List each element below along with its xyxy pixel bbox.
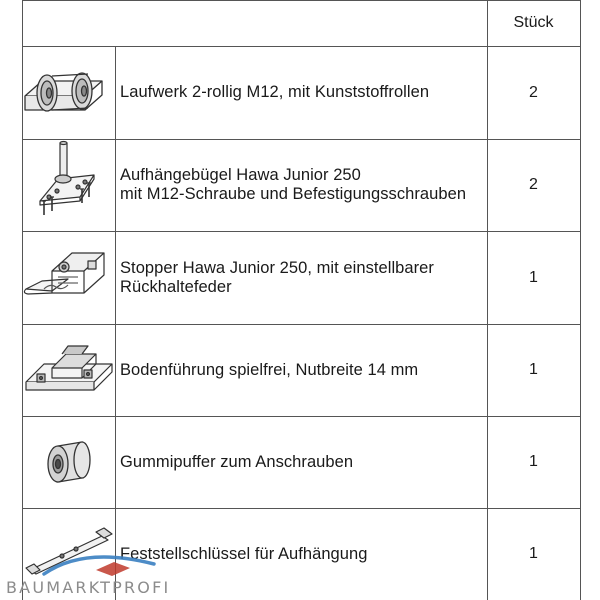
part-description-cell — [115, 46, 488, 139]
part-quantity: 1 — [529, 545, 538, 562]
part-image-cell — [22, 46, 116, 139]
hanger-bracket-icon — [22, 139, 115, 231]
stopper-icon — [22, 231, 115, 324]
part-description: Feststellschlüssel für Aufhängung — [120, 544, 368, 563]
table-row — [22, 231, 580, 324]
table-row — [22, 139, 580, 231]
part-image-cell — [22, 324, 116, 416]
qty-column-header: Stück — [513, 14, 554, 31]
table-header-row — [22, 0, 580, 46]
part-description: mit M12-Schraube und Befestigungsschrauben — [120, 185, 467, 203]
part-description-cell — [115, 139, 488, 231]
table-row — [22, 416, 580, 508]
watermark-text: BAUMARKTPROFI — [6, 578, 171, 597]
part-description: Laufwerk 2-rollig M12, mit Kunststoffrollen — [120, 83, 430, 101]
part-quantity: 1 — [529, 361, 538, 378]
roller-carriage-icon — [22, 46, 115, 139]
table-border-right — [580, 0, 581, 600]
part-description-cell — [115, 324, 488, 416]
parts-list-table — [22, 0, 580, 600]
part-quantity: 2 — [529, 83, 538, 101]
part-description: Bodenführung spielfrei, Nutbreite 14 mm — [120, 360, 419, 379]
part-quantity: 2 — [529, 176, 538, 193]
part-description-cell — [115, 231, 488, 324]
table-row — [22, 324, 580, 416]
part-image-cell — [22, 231, 116, 324]
watermark-roof-icon — [34, 548, 164, 578]
part-image-cell — [22, 416, 116, 508]
part-description: Gummipuffer zum Anschrauben — [120, 452, 354, 471]
part-description: Stopper Hawa Junior 250, mit einstellbarer — [120, 258, 434, 277]
floor-guide-icon — [22, 324, 115, 416]
baumarktprofi-watermark — [6, 548, 171, 600]
part-description: Rückhaltefeder — [120, 277, 232, 296]
rubber-buffer-icon — [22, 416, 115, 508]
table-row — [22, 46, 580, 139]
part-description: Aufhängebügel Hawa Junior 250 — [120, 166, 361, 184]
part-image-cell — [22, 139, 116, 231]
part-quantity: 1 — [529, 453, 538, 470]
part-description-cell — [115, 508, 488, 600]
part-description-cell — [115, 416, 488, 508]
part-quantity: 1 — [529, 268, 538, 286]
header-empty-cell — [22, 0, 488, 46]
